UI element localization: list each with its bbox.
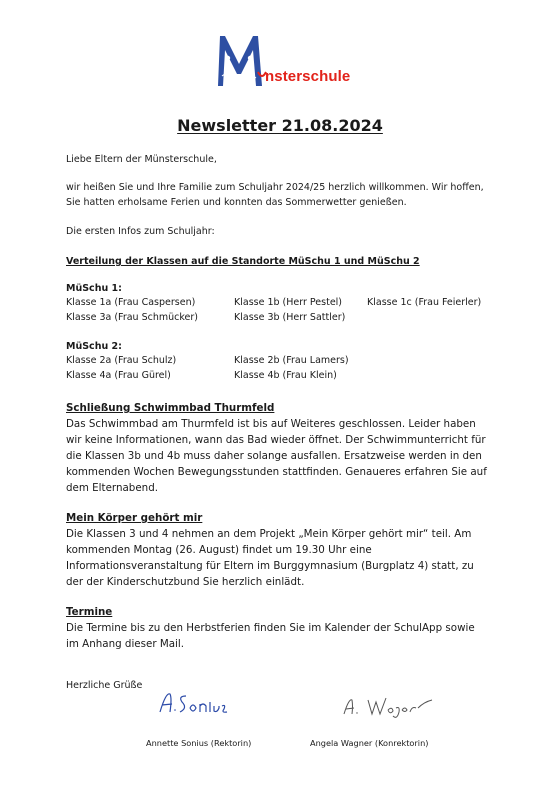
site2-label: MüSchu 2: [66, 341, 122, 352]
section-line: kommenden Montag (26. August) findet um 19.30 Uhr eine [66, 544, 372, 556]
site2-class: Klasse 4b (Frau Klein) [234, 370, 337, 381]
intro-line-2: Sie hatten erholsame Ferien und konnten das Sommerwetter genießen. [66, 197, 407, 208]
newsletter-title: Newsletter 21.08.2024 [177, 116, 383, 135]
distribution-heading: Verteilung der Klassen auf die Standorte MüSchu 1 und MüSchu 2 [66, 256, 420, 267]
section-line: die Klassen 3b und 4b muss daher solange ausfallen. Ersatzweise werden in den [66, 450, 482, 462]
intro-line-1: wir heißen Sie und Ihre Familie zum Schuljahr 2024/25 herzlich willkommen. Wir hoffen, [66, 182, 484, 193]
site1-class: Klasse 1b (Herr Pestel) [234, 297, 343, 308]
section-line: kommenden Wochen Bewegungsstunden stattfinden. Genaueres erfahren Sie auf [66, 466, 487, 478]
signatory-name-1: Annette Sonius (Rektorin) [146, 738, 252, 748]
site2-class: Klasse 2b (Frau Lamers) [234, 355, 349, 366]
site1-class: Klasse 1c (Frau Feierler) [367, 297, 482, 308]
section-line: dem Elternabend. [66, 482, 159, 494]
section-heading-pool: Schließung Schwimmbad Thurmfeld [66, 402, 275, 414]
signature-wagner [340, 692, 440, 720]
infos-intro: Die ersten Infos zum Schuljahr: [66, 226, 215, 237]
signature-sonius [156, 688, 236, 718]
site1-label: MüSchu 1: [66, 283, 122, 294]
section-line: Die Klassen 3 und 4 nehmen an dem Projekt „Mein Körper gehört mir“ teil. Am [66, 528, 472, 540]
section-line: Das Schwimmbad am Thurmfeld ist bis auf Weiteres geschlossen. Leider haben [66, 418, 476, 430]
site2-class: Klasse 2a (Frau Schulz) [66, 355, 177, 366]
greeting: Liebe Eltern der Münsterschule, [66, 154, 217, 165]
site1-class: Klasse 3b (Herr Sattler) [234, 312, 346, 323]
closing-greeting: Herzliche Grüße [66, 680, 143, 691]
section-heading-body-project: Mein Körper gehört mir [66, 512, 203, 524]
signatory-name-2: Angela Wagner (Konrektorin) [310, 738, 429, 748]
section-heading-dates: Termine [66, 606, 113, 618]
school-logo [212, 30, 362, 90]
section-line: der der Kinderschutzbund Sie herzlich einlädt. [66, 576, 305, 588]
site1-class: Klasse 3a (Frau Schmücker) [66, 312, 198, 323]
section-line: Die Termine bis zu den Herbstferien finden Sie im Kalender der SchulApp sowie [66, 622, 475, 634]
section-line: im Anhang dieser Mail. [66, 638, 185, 650]
logo-text: nsterschule [265, 68, 351, 85]
site1-class: Klasse 1a (Frau Caspersen) [66, 297, 196, 308]
site2-class: Klasse 4a (Frau Gürel) [66, 370, 171, 381]
section-line: Informationsveranstaltung für Eltern im Burggymnasium (Burgplatz 4) statt, zu [66, 560, 474, 572]
section-line: wir keine Informationen, wann das Bad wieder öffnet. Der Schwimmunterricht für [66, 434, 486, 446]
